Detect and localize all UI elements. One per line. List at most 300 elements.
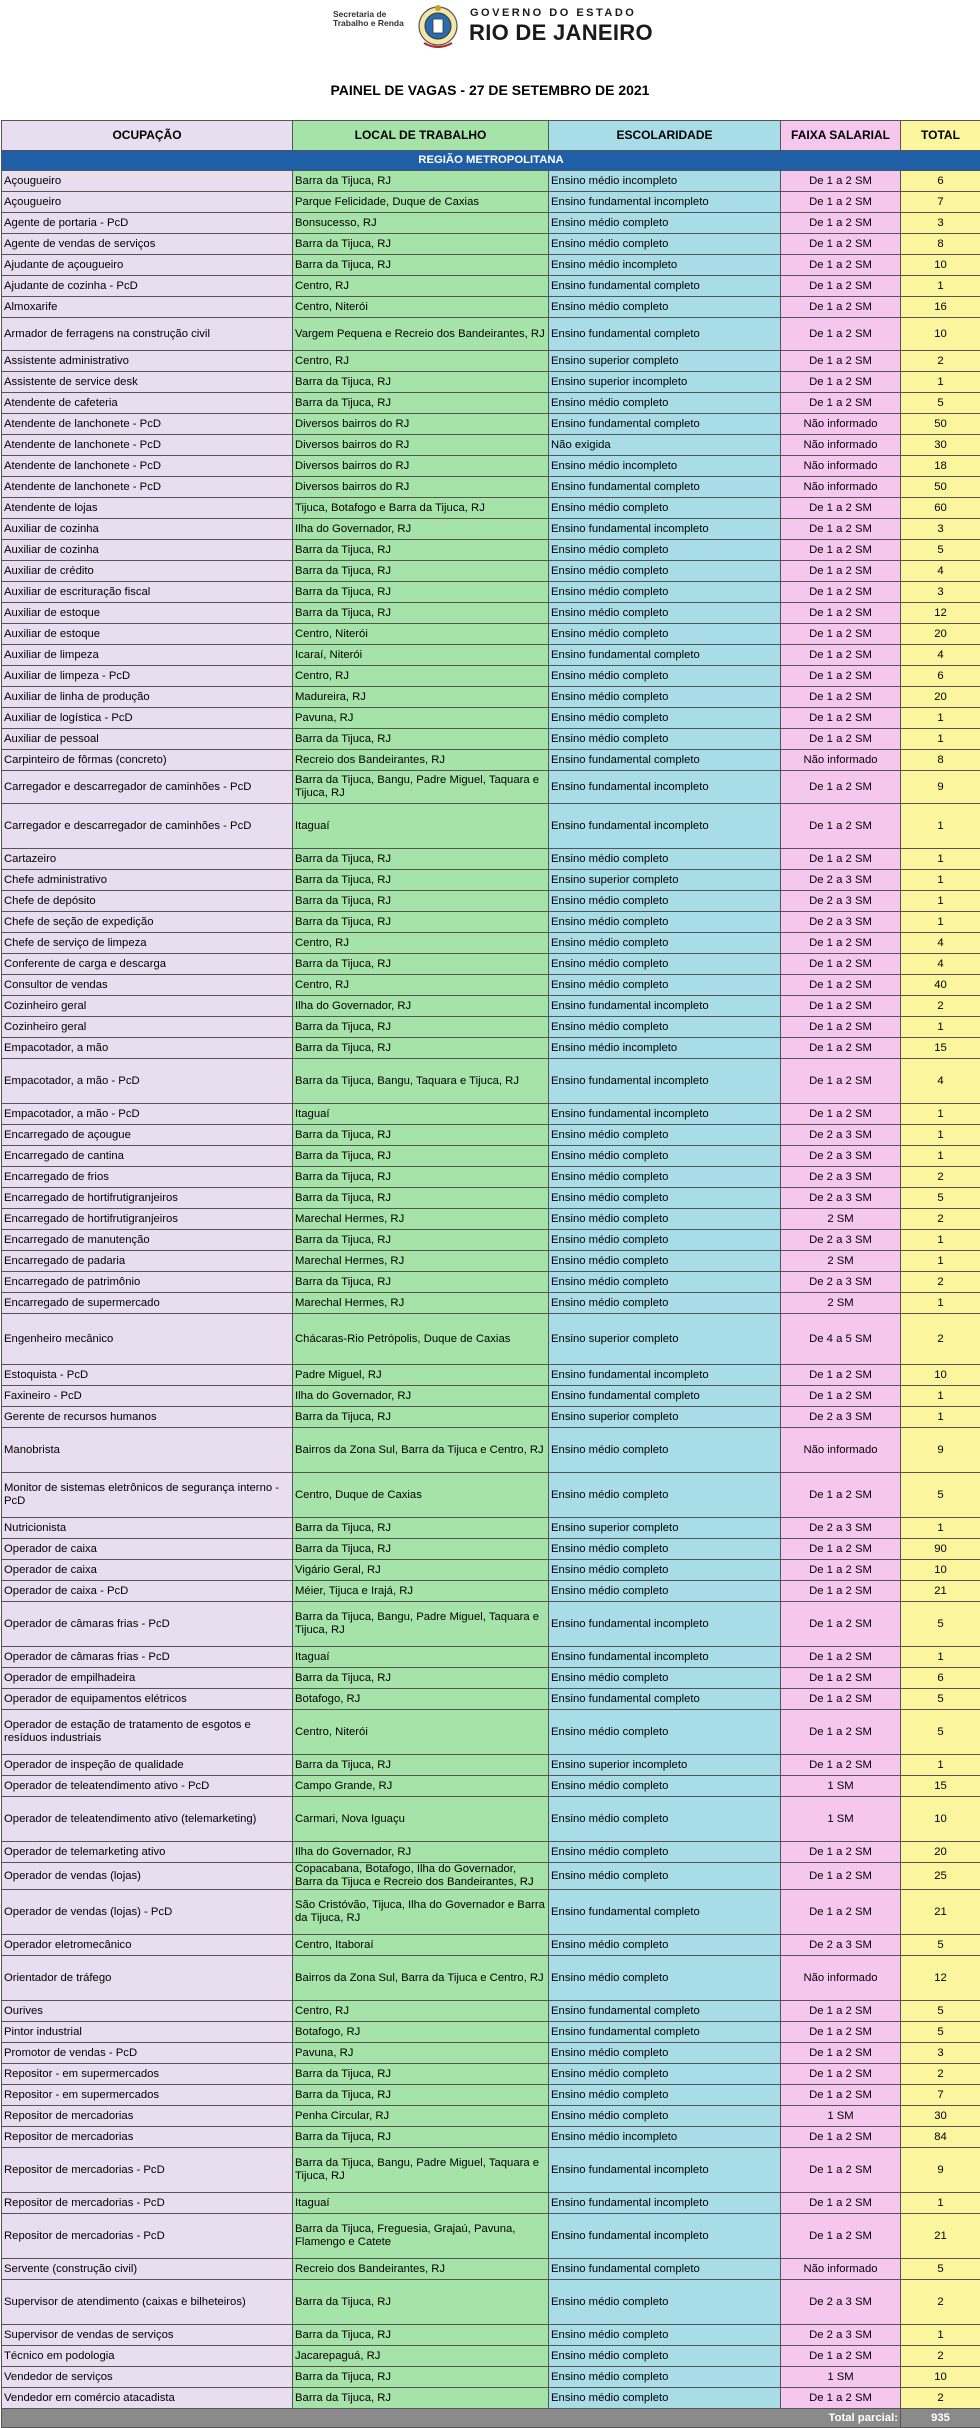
table-row — [2, 1314, 980, 1365]
table-row — [2, 1407, 980, 1428]
local-cell: Parque Felicidade, Duque de Caxias — [293, 192, 549, 213]
table-row — [2, 2214, 980, 2259]
total-row — [2, 2409, 980, 2428]
faixa-cell: De 1 a 2 SM — [781, 2001, 901, 2022]
faixa-cell: De 1 a 2 SM — [781, 1059, 901, 1104]
local-cell: São Cristóvão, Tijuca, Ilha do Governador e Barra da Tijuca, RJ — [293, 1890, 549, 1935]
faixa-cell: De 1 a 2 SM — [781, 1890, 901, 1935]
total-cell: 20 — [901, 1842, 980, 1863]
total-cell: 8 — [901, 234, 980, 255]
total-cell: 1 — [901, 1386, 980, 1407]
total-cell: 1 — [901, 372, 980, 393]
ocupacao-cell: Chefe de serviço de limpeza — [2, 933, 293, 954]
table-row — [2, 750, 980, 771]
table-row — [2, 708, 980, 729]
ocupacao-cell: Encarregado de cantina — [2, 1146, 293, 1167]
faixa-cell: 2 SM — [781, 1251, 901, 1272]
escolaridade-cell: Ensino médio completo — [549, 954, 781, 975]
ocupacao-cell: Encarregado de açougue — [2, 1125, 293, 1146]
total-cell: 1 — [901, 1647, 980, 1668]
faixa-cell: De 1 a 2 SM — [781, 1602, 901, 1647]
escolaridade-cell: Ensino médio completo — [549, 234, 781, 255]
table-row — [2, 1272, 980, 1293]
escolaridade-cell: Ensino fundamental completo — [549, 2001, 781, 2022]
ocupacao-cell: Açougueiro — [2, 192, 293, 213]
escolaridade-cell: Ensino fundamental completo — [549, 645, 781, 666]
local-cell: Diversos bairros do RJ — [293, 414, 549, 435]
total-cell: 5 — [901, 2259, 980, 2280]
ocupacao-cell: Encarregado de manutenção — [2, 1230, 293, 1251]
total-label: Total parcial: — [2, 2409, 901, 2428]
table-row — [2, 645, 980, 666]
total-cell: 1 — [901, 2325, 980, 2346]
total-cell: 5 — [901, 1602, 980, 1647]
table-row — [2, 1776, 980, 1797]
faixa-cell: Não informado — [781, 1428, 901, 1473]
local-cell: Barra da Tijuca, RJ — [293, 171, 549, 192]
faixa-cell: De 1 a 2 SM — [781, 540, 901, 561]
faixa-cell: Não informado — [781, 750, 901, 771]
table-row — [2, 1668, 980, 1689]
table-row — [2, 1038, 980, 1059]
table-row — [2, 414, 980, 435]
faixa-cell: De 1 a 2 SM — [781, 975, 901, 996]
local-cell: Tijuca, Botafogo e Barra da Tijuca, RJ — [293, 498, 549, 519]
table-row — [2, 1842, 980, 1863]
table-row — [2, 1890, 980, 1935]
table-row — [2, 1473, 980, 1518]
faixa-cell: De 2 a 3 SM — [781, 1146, 901, 1167]
total-cell: 25 — [901, 1863, 980, 1890]
ocupacao-cell: Nutricionista — [2, 1518, 293, 1539]
escolaridade-cell: Ensino médio completo — [549, 498, 781, 519]
local-cell: Barra da Tijuca, RJ — [293, 954, 549, 975]
table-row — [2, 1647, 980, 1668]
faixa-cell: De 1 a 2 SM — [781, 603, 901, 624]
faixa-cell: De 1 a 2 SM — [781, 1017, 901, 1038]
total-cell: 4 — [901, 645, 980, 666]
total-cell: 1 — [901, 1251, 980, 1272]
ocupacao-cell: Pintor industrial — [2, 2022, 293, 2043]
escolaridade-cell: Ensino fundamental incompleto — [549, 2214, 781, 2259]
ocupacao-cell: Atendente de lanchonete - PcD — [2, 435, 293, 456]
faixa-cell: De 1 a 2 SM — [781, 213, 901, 234]
table-row — [2, 1386, 980, 1407]
local-cell: Barra da Tijuca, RJ — [293, 1146, 549, 1167]
local-cell: Barra da Tijuca, RJ — [293, 603, 549, 624]
total-cell: 1 — [901, 912, 980, 933]
total-cell: 60 — [901, 498, 980, 519]
ocupacao-cell: Agente de vendas de serviços — [2, 234, 293, 255]
total-cell: 1 — [901, 804, 980, 849]
ocupacao-cell: Carregador e descarregador de caminhões - PcD — [2, 804, 293, 849]
local-cell: Centro, RJ — [293, 351, 549, 372]
total-cell: 40 — [901, 975, 980, 996]
page-title: PAINEL DE VAGAS - 27 DE SETEMBRO DE 2021 — [0, 82, 980, 98]
local-cell: Pavuna, RJ — [293, 2043, 549, 2064]
table-row — [2, 582, 980, 603]
faixa-cell: De 1 a 2 SM — [781, 2214, 901, 2259]
faixa-cell: De 1 a 2 SM — [781, 2022, 901, 2043]
faixa-cell: De 2 a 3 SM — [781, 2325, 901, 2346]
faixa-cell: De 1 a 2 SM — [781, 933, 901, 954]
escolaridade-cell: Ensino médio completo — [549, 975, 781, 996]
table-row — [2, 2085, 980, 2106]
ocupacao-cell: Atendente de lanchonete - PcD — [2, 414, 293, 435]
ocupacao-cell: Empacotador, a mão - PcD — [2, 1104, 293, 1125]
escolaridade-cell: Ensino superior incompleto — [549, 372, 781, 393]
total-cell: 2 — [901, 1167, 980, 1188]
escolaridade-cell: Ensino médio completo — [549, 2367, 781, 2388]
total-cell: 1 — [901, 849, 980, 870]
table-row — [2, 351, 980, 372]
region-label: REGIÃO METROPOLITANA — [2, 151, 980, 171]
local-cell: Bairros da Zona Sul, Barra da Tijuca e Centro, RJ — [293, 1428, 549, 1473]
faixa-cell: De 1 a 2 SM — [781, 771, 901, 804]
local-cell: Bairros da Zona Sul, Barra da Tijuca e Centro, RJ — [293, 1956, 549, 2001]
escolaridade-cell: Ensino médio completo — [549, 1668, 781, 1689]
region-row — [2, 151, 980, 171]
local-cell: Centro, Niterói — [293, 624, 549, 645]
ocupacao-cell: Operador de estação de tratamento de esgotos e resíduos industriais — [2, 1710, 293, 1755]
escolaridade-cell: Ensino fundamental incompleto — [549, 1059, 781, 1104]
total-cell: 9 — [901, 2148, 980, 2193]
escolaridade-cell: Ensino fundamental incompleto — [549, 804, 781, 849]
faixa-cell: De 1 a 2 SM — [781, 192, 901, 213]
total-cell: 10 — [901, 1365, 980, 1386]
faixa-cell: De 1 a 2 SM — [781, 729, 901, 750]
ocupacao-cell: Auxiliar de limpeza - PcD — [2, 666, 293, 687]
faixa-cell: Não informado — [781, 435, 901, 456]
faixa-cell: De 2 a 3 SM — [781, 1188, 901, 1209]
ocupacao-cell: Auxiliar de linha de produção — [2, 687, 293, 708]
table-row — [2, 1581, 980, 1602]
total-cell: 1 — [901, 2193, 980, 2214]
table-row — [2, 1209, 980, 1230]
ocupacao-cell: Repositor de mercadorias - PcD — [2, 2148, 293, 2193]
total-cell: 4 — [901, 954, 980, 975]
total-cell: 1 — [901, 708, 980, 729]
total-cell: 20 — [901, 624, 980, 645]
ocupacao-cell: Operador de inspeção de qualidade — [2, 1755, 293, 1776]
ocupacao-cell: Operador de câmaras frias - PcD — [2, 1602, 293, 1647]
table-row — [2, 318, 980, 351]
faixa-cell: Não informado — [781, 1956, 901, 2001]
local-cell: Barra da Tijuca, RJ — [293, 1539, 549, 1560]
escolaridade-cell: Ensino médio completo — [549, 1209, 781, 1230]
total-cell: 1 — [901, 1518, 980, 1539]
ocupacao-cell: Repositor de mercadorias — [2, 2127, 293, 2148]
table-row — [2, 2367, 980, 2388]
ocupacao-cell: Auxiliar de cozinha — [2, 519, 293, 540]
ocupacao-cell: Auxiliar de estoque — [2, 603, 293, 624]
ocupacao-cell: Supervisor de vendas de serviços — [2, 2325, 293, 2346]
total-cell: 2 — [901, 996, 980, 1017]
escolaridade-cell: Ensino fundamental incompleto — [549, 2193, 781, 2214]
faixa-cell: De 1 a 2 SM — [781, 2085, 901, 2106]
local-cell: Barra da Tijuca, Bangu, Padre Miguel, Taquara e Tijuca, RJ — [293, 1602, 549, 1647]
total-cell: 1 — [901, 1104, 980, 1125]
table-row — [2, 891, 980, 912]
escolaridade-cell: Ensino médio completo — [549, 603, 781, 624]
total-cell: 84 — [901, 2127, 980, 2148]
escolaridade-cell: Ensino fundamental incompleto — [549, 996, 781, 1017]
faixa-cell: De 1 a 2 SM — [781, 1560, 901, 1581]
ocupacao-cell: Açougueiro — [2, 171, 293, 192]
ocupacao-cell: Repositor de mercadorias - PcD — [2, 2214, 293, 2259]
local-cell: Ilha do Governador, RJ — [293, 1842, 549, 1863]
table-row — [2, 297, 980, 318]
ocupacao-cell: Assistente de service desk — [2, 372, 293, 393]
ocupacao-cell: Operador de caixa — [2, 1560, 293, 1581]
local-cell: Barra da Tijuca, RJ — [293, 729, 549, 750]
table-row — [2, 933, 980, 954]
ocupacao-cell: Assistente administrativo — [2, 351, 293, 372]
local-cell: Barra da Tijuca, RJ — [293, 849, 549, 870]
escolaridade-cell: Ensino médio completo — [549, 1428, 781, 1473]
local-cell: Madureira, RJ — [293, 687, 549, 708]
table-row — [2, 870, 980, 891]
faixa-cell: Não informado — [781, 477, 901, 498]
local-cell: Barra da Tijuca, RJ — [293, 1407, 549, 1428]
table-row — [2, 255, 980, 276]
ocupacao-cell: Cozinheiro geral — [2, 996, 293, 1017]
total-cell: 6 — [901, 1668, 980, 1689]
total-cell: 2 — [901, 2064, 980, 2085]
escolaridade-cell: Ensino médio completo — [549, 1581, 781, 1602]
escolaridade-cell: Ensino fundamental incompleto — [549, 1602, 781, 1647]
local-cell: Padre Miguel, RJ — [293, 1365, 549, 1386]
table-row — [2, 1863, 980, 1890]
ocupacao-cell: Encarregado de supermercado — [2, 1293, 293, 1314]
escolaridade-cell: Ensino fundamental completo — [549, 414, 781, 435]
ocupacao-cell: Ajudante de açougueiro — [2, 255, 293, 276]
escolaridade-cell: Ensino superior completo — [549, 1518, 781, 1539]
ocupacao-cell: Armador de ferragens na construção civil — [2, 318, 293, 351]
ocupacao-cell: Operador de teleatendimento ativo (telemarketing) — [2, 1797, 293, 1842]
table-row — [2, 1125, 980, 1146]
faixa-cell: De 1 a 2 SM — [781, 1755, 901, 1776]
table-row — [2, 771, 980, 804]
faixa-cell: De 1 a 2 SM — [781, 2148, 901, 2193]
local-cell: Itaguaí — [293, 2193, 549, 2214]
faixa-cell: De 1 a 2 SM — [781, 393, 901, 414]
ocupacao-cell: Auxiliar de escrituração fiscal — [2, 582, 293, 603]
faixa-cell: De 1 a 2 SM — [781, 297, 901, 318]
table-row — [2, 1188, 980, 1209]
ocupacao-cell: Estoquista - PcD — [2, 1365, 293, 1386]
escolaridade-cell: Ensino médio completo — [549, 708, 781, 729]
faixa-cell: De 1 a 2 SM — [781, 1386, 901, 1407]
total-cell: 1 — [901, 729, 980, 750]
total-cell: 5 — [901, 2001, 980, 2022]
total-cell: 20 — [901, 687, 980, 708]
faixa-cell: De 1 a 2 SM — [781, 318, 901, 351]
escolaridade-cell: Ensino médio completo — [549, 1473, 781, 1518]
ocupacao-cell: Operador de caixa — [2, 1539, 293, 1560]
faixa-cell: De 2 a 3 SM — [781, 1407, 901, 1428]
local-cell: Barra da Tijuca, RJ — [293, 1038, 549, 1059]
faixa-cell: De 1 a 2 SM — [781, 2346, 901, 2367]
local-cell: Diversos bairros do RJ — [293, 456, 549, 477]
ocupacao-cell: Faxineiro - PcD — [2, 1386, 293, 1407]
faixa-cell: De 1 a 2 SM — [781, 2193, 901, 2214]
total-cell: 12 — [901, 603, 980, 624]
total-cell: 18 — [901, 456, 980, 477]
total-cell: 10 — [901, 1560, 980, 1581]
local-cell: Botafogo, RJ — [293, 2022, 549, 2043]
ocupacao-cell: Auxiliar de estoque — [2, 624, 293, 645]
table-row — [2, 498, 980, 519]
escolaridade-cell: Ensino fundamental incompleto — [549, 519, 781, 540]
escolaridade-cell: Ensino médio completo — [549, 1539, 781, 1560]
total-cell: 3 — [901, 2043, 980, 2064]
total-cell: 5 — [901, 1473, 980, 1518]
total-cell: 21 — [901, 2214, 980, 2259]
local-cell: Penha Circular, RJ — [293, 2106, 549, 2127]
ocupacao-cell: Auxiliar de limpeza — [2, 645, 293, 666]
faixa-cell: De 1 a 2 SM — [781, 2043, 901, 2064]
local-cell: Centro, RJ — [293, 975, 549, 996]
escolaridade-cell: Ensino médio completo — [549, 1863, 781, 1890]
faixa-cell: 1 SM — [781, 1797, 901, 1842]
table-row — [2, 2022, 980, 2043]
table-row — [2, 1251, 980, 1272]
ocupacao-cell: Auxiliar de logística - PcD — [2, 708, 293, 729]
ocupacao-cell: Atendente de lanchonete - PcD — [2, 477, 293, 498]
local-cell: Méier, Tijuca e Irajá, RJ — [293, 1581, 549, 1602]
local-cell: Carmari, Nova Iguaçu — [293, 1797, 549, 1842]
ocupacao-cell: Monitor de sistemas eletrônicos de segurança interno - PcD — [2, 1473, 293, 1518]
faixa-cell: De 1 a 2 SM — [781, 276, 901, 297]
table-row — [2, 1017, 980, 1038]
faixa-cell: De 1 a 2 SM — [781, 804, 901, 849]
escolaridade-cell: Ensino superior completo — [549, 870, 781, 891]
table-row — [2, 666, 980, 687]
escolaridade-cell: Ensino fundamental completo — [549, 1386, 781, 1407]
escolaridade-cell: Ensino médio completo — [549, 1188, 781, 1209]
faixa-cell: Não informado — [781, 2259, 901, 2280]
total-cell: 3 — [901, 519, 980, 540]
table-row — [2, 1710, 980, 1755]
total-cell: 1 — [901, 1017, 980, 1038]
escolaridade-cell: Ensino médio completo — [549, 2043, 781, 2064]
table-row — [2, 2193, 980, 2214]
ocupacao-cell: Encarregado de hortifrutigranjeiros — [2, 1188, 293, 1209]
faixa-cell: De 1 a 2 SM — [781, 1365, 901, 1386]
escolaridade-cell: Ensino fundamental incompleto — [549, 1647, 781, 1668]
faixa-cell: De 4 a 5 SM — [781, 1314, 901, 1365]
total-cell: 5 — [901, 393, 980, 414]
local-cell: Barra da Tijuca, RJ — [293, 582, 549, 603]
escolaridade-cell: Ensino médio completo — [549, 213, 781, 234]
faixa-cell: De 1 a 2 SM — [781, 498, 901, 519]
ocupacao-cell: Consultor de vendas — [2, 975, 293, 996]
ocupacao-cell: Operador de câmaras frias - PcD — [2, 1647, 293, 1668]
ocupacao-cell: Carregador e descarregador de caminhões - PcD — [2, 771, 293, 804]
table-row — [2, 1539, 980, 1560]
local-cell: Barra da Tijuca, RJ — [293, 1188, 549, 1209]
faixa-cell: De 1 a 2 SM — [781, 351, 901, 372]
ocupacao-cell: Técnico em podologia — [2, 2346, 293, 2367]
total-cell: 1 — [901, 1125, 980, 1146]
table-row — [2, 603, 980, 624]
total-cell: 3 — [901, 582, 980, 603]
escolaridade-cell: Não exigida — [549, 435, 781, 456]
faixa-cell: De 2 a 3 SM — [781, 1167, 901, 1188]
local-cell: Centro, Niterói — [293, 297, 549, 318]
local-cell: Icaraí, Niterói — [293, 645, 549, 666]
local-cell: Ilha do Governador, RJ — [293, 996, 549, 1017]
total-cell: 21 — [901, 1581, 980, 1602]
table-row — [2, 393, 980, 414]
escolaridade-cell: Ensino médio completo — [549, 582, 781, 603]
ocupacao-cell: Supervisor de atendimento (caixas e bilheteiros) — [2, 2280, 293, 2325]
ocupacao-cell: Operador de vendas (lojas) - PcD — [2, 1890, 293, 1935]
escolaridade-cell: Ensino superior completo — [549, 351, 781, 372]
total-cell: 4 — [901, 933, 980, 954]
escolaridade-cell: Ensino médio completo — [549, 2388, 781, 2409]
escolaridade-cell: Ensino médio completo — [549, 561, 781, 582]
escolaridade-cell: Ensino médio incompleto — [549, 171, 781, 192]
ocupacao-cell: Vendedor em comércio atacadista — [2, 2388, 293, 2409]
ocupacao-cell: Operador de telemarketing ativo — [2, 1842, 293, 1863]
ocupacao-cell: Repositor - em supermercados — [2, 2085, 293, 2106]
ocupacao-cell: Ourives — [2, 2001, 293, 2022]
total-cell: 90 — [901, 1539, 980, 1560]
secretaria-label: Secretaria de Trabalho e Renda — [333, 10, 411, 28]
faixa-cell: De 1 a 2 SM — [781, 1473, 901, 1518]
ocupacao-cell: Repositor de mercadorias — [2, 2106, 293, 2127]
ocupacao-cell: Operador de caixa - PcD — [2, 1581, 293, 1602]
total-cell: 1 — [901, 870, 980, 891]
table-row — [2, 729, 980, 750]
table-row — [2, 519, 980, 540]
local-cell: Barra da Tijuca, RJ — [293, 1272, 549, 1293]
faixa-cell: De 1 a 2 SM — [781, 666, 901, 687]
ocupacao-cell: Repositor - em supermercados — [2, 2064, 293, 2085]
local-cell: Barra da Tijuca, Freguesia, Grajaú, Pavuna, Flamengo e Catete — [293, 2214, 549, 2259]
total-cell: 2 — [901, 2346, 980, 2367]
table-row — [2, 2064, 980, 2085]
faixa-cell: De 1 a 2 SM — [781, 561, 901, 582]
ocupacao-cell: Almoxarife — [2, 297, 293, 318]
table-row — [2, 1755, 980, 1776]
total-cell: 1 — [901, 1230, 980, 1251]
escolaridade-cell: Ensino superior incompleto — [549, 1755, 781, 1776]
faixa-cell: De 2 a 3 SM — [781, 891, 901, 912]
ocupacao-cell: Empacotador, a mão — [2, 1038, 293, 1059]
table-row — [2, 477, 980, 498]
escolaridade-cell: Ensino fundamental completo — [549, 750, 781, 771]
escolaridade-cell: Ensino médio completo — [549, 2346, 781, 2367]
local-cell: Barra da Tijuca, RJ — [293, 1230, 549, 1251]
ocupacao-cell: Encarregado de hortifrutigranjeiros — [2, 1209, 293, 1230]
local-cell: Barra da Tijuca, Bangu, Padre Miguel, Taquara e Tijuca, RJ — [293, 2148, 549, 2193]
escolaridade-cell: Ensino médio completo — [549, 1230, 781, 1251]
local-cell: Barra da Tijuca, RJ — [293, 540, 549, 561]
ocupacao-cell: Encarregado de padaria — [2, 1251, 293, 1272]
vacancies-table — [1, 120, 980, 2428]
total-cell: 5 — [901, 1935, 980, 1956]
total-cell: 5 — [901, 1710, 980, 1755]
faixa-cell: De 1 a 2 SM — [781, 372, 901, 393]
total-cell: 5 — [901, 1689, 980, 1710]
table-row — [2, 687, 980, 708]
faixa-cell: 1 SM — [781, 2106, 901, 2127]
local-cell: Diversos bairros do RJ — [293, 477, 549, 498]
faixa-cell: De 1 a 2 SM — [781, 1710, 901, 1755]
